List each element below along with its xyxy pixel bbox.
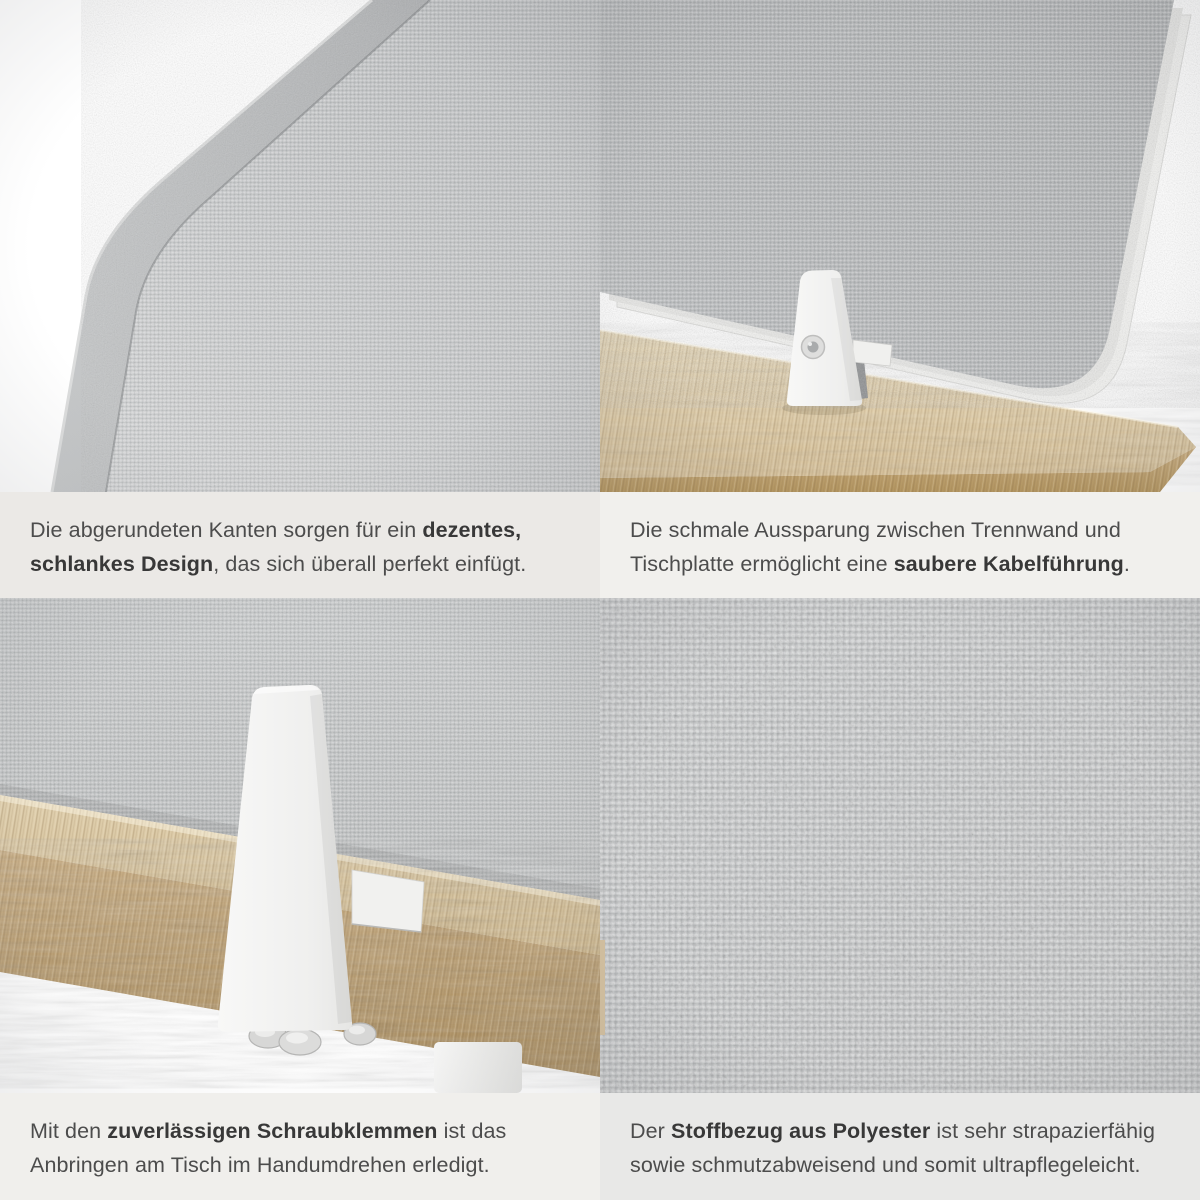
text-run-bold: saubere Kabelführung	[893, 552, 1124, 576]
vignette-overlay	[600, 0, 1200, 492]
fabric-texture-illustration	[600, 598, 1200, 1093]
caption-rounded-edges	[0, 492, 600, 598]
text-run: Tischplatte ermöglicht eine	[630, 552, 894, 576]
text-run: Die schmale Aussparung zwischen Trennwand und	[630, 518, 1121, 542]
text-run-bold: zuverlässigen Schraubklemmen	[107, 1119, 438, 1143]
text-run-bold: Stoffbezug aus Polyester	[671, 1119, 931, 1143]
text-run-bold: schlankes Design	[30, 552, 214, 576]
photo-clamp-on-desk-edge	[0, 598, 600, 1093]
vignette-overlay	[0, 598, 600, 1093]
caption-screw-clamps	[0, 1093, 600, 1200]
text-run: sowie schmutzabweisend und somit ultrapflegeleicht.	[630, 1153, 1141, 1177]
vignette-overlay	[0, 0, 600, 492]
clamp-illustration	[0, 598, 600, 1093]
caption-band-top	[0, 492, 1200, 598]
caption-polyester-cover	[600, 1093, 1200, 1200]
photo-panel-on-desk-cable-gap	[600, 0, 1200, 492]
photo-panel-rounded-corner	[0, 0, 600, 492]
text-run: Der	[630, 1119, 672, 1143]
text-run: .	[1123, 552, 1130, 576]
vignette-overlay	[600, 598, 1200, 1093]
text-run: , das sich überall perfekt einfügt.	[213, 552, 527, 576]
photo-fabric-texture	[600, 598, 1200, 1093]
caption-cable-gap	[600, 492, 1200, 598]
text-run: ist sehr strapazierfähig	[930, 1119, 1156, 1143]
text-run: Die abgerundeten Kanten sorgen für ein	[30, 518, 423, 542]
text-run: Anbringen am Tisch im Handumdrehen erledigt.	[30, 1153, 490, 1177]
text-run: ist das	[437, 1119, 507, 1143]
desk-panel-illustration	[600, 0, 1200, 492]
panel-corner-illustration	[0, 0, 600, 492]
text-run: Mit den	[30, 1119, 108, 1143]
text-run-bold: dezentes,	[422, 518, 522, 542]
caption-band-bottom	[0, 1093, 1200, 1200]
